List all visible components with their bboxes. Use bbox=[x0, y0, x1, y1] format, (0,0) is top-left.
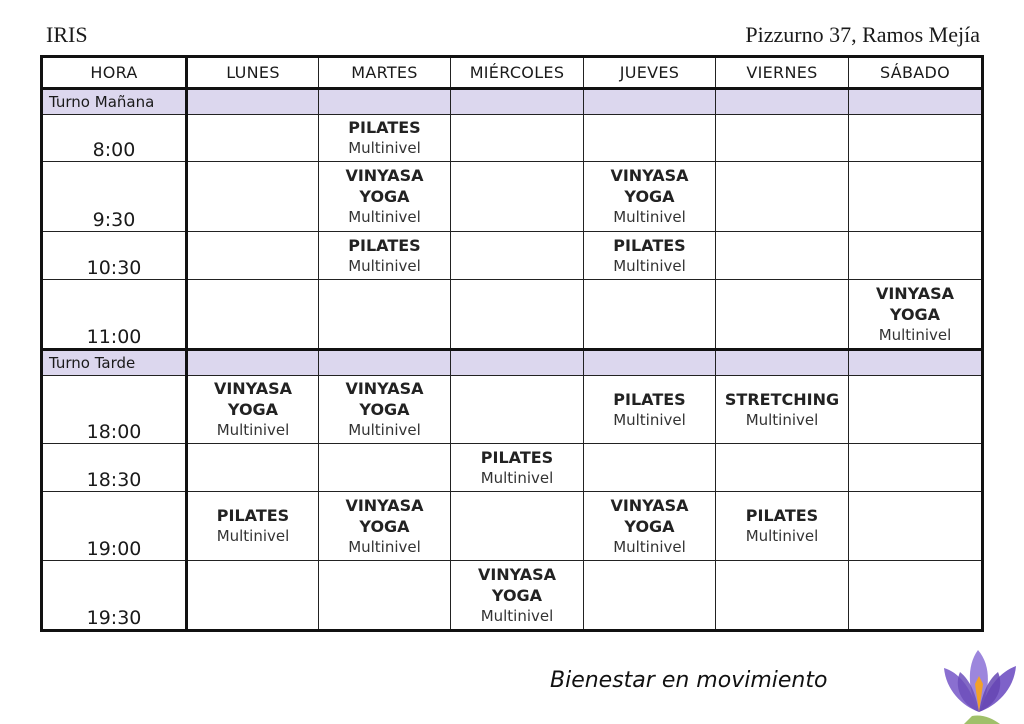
class-slot bbox=[716, 492, 849, 561]
class-name: YOGA bbox=[624, 516, 675, 536]
empty-slot bbox=[187, 444, 319, 492]
schedule-row bbox=[42, 280, 983, 350]
time-slot: 19:30 bbox=[42, 561, 187, 631]
class-name: YOGA bbox=[491, 585, 543, 605]
class-level: Multinivel bbox=[613, 537, 686, 556]
empty-slot bbox=[187, 561, 319, 631]
class-slot bbox=[187, 492, 319, 561]
empty-slot bbox=[451, 280, 584, 350]
time-slot: 18:30 bbox=[42, 444, 187, 492]
empty-slot bbox=[584, 444, 716, 492]
empty-slot bbox=[584, 115, 716, 162]
empty-slot bbox=[849, 376, 983, 444]
empty-slot bbox=[319, 280, 451, 350]
schedule-row bbox=[42, 115, 983, 162]
class-name: VINYASA bbox=[610, 166, 689, 185]
shift-band-row bbox=[42, 350, 983, 376]
shift-band-cell bbox=[319, 350, 451, 376]
class-level: Multinivel bbox=[348, 208, 421, 226]
class-name: STRETCHING bbox=[724, 389, 840, 409]
class-level: Multinivel bbox=[348, 256, 421, 275]
class-level: Multinivel bbox=[348, 537, 421, 556]
empty-slot bbox=[716, 444, 849, 492]
class-name: VINYASA bbox=[345, 379, 424, 398]
shift-band-cell bbox=[319, 89, 451, 115]
class-level: Multinivel bbox=[613, 208, 686, 226]
shift-band-cell bbox=[849, 89, 983, 115]
schedule-row bbox=[42, 376, 983, 444]
column-header-day: VIERNES bbox=[716, 57, 849, 89]
empty-slot bbox=[319, 561, 451, 631]
empty-slot bbox=[716, 280, 849, 350]
empty-slot bbox=[716, 561, 849, 631]
time-slot: 8:00 bbox=[42, 115, 187, 162]
empty-slot bbox=[187, 232, 319, 280]
schedule-row bbox=[42, 444, 983, 492]
empty-slot bbox=[849, 115, 983, 162]
empty-slot bbox=[187, 280, 319, 350]
empty-slot bbox=[584, 280, 716, 350]
tagline: Bienestar en movimiento bbox=[550, 668, 828, 693]
shift-band-cell bbox=[716, 350, 849, 376]
time-slot: 9:30 bbox=[42, 162, 187, 232]
class-level: Multinivel bbox=[878, 325, 952, 344]
shift-band-cell bbox=[187, 89, 319, 115]
class-level: Multinivel bbox=[745, 527, 819, 545]
class-name: PILATES bbox=[348, 235, 421, 255]
empty-slot bbox=[849, 232, 983, 280]
studio-address: Pizzurno 37, Ramos Mejía bbox=[745, 22, 980, 47]
empty-slot bbox=[319, 444, 451, 492]
class-level: Multinivel bbox=[745, 410, 819, 429]
class-slot bbox=[584, 492, 716, 561]
class-name: YOGA bbox=[359, 516, 410, 536]
class-level: Multinivel bbox=[613, 410, 686, 429]
empty-slot bbox=[451, 376, 584, 444]
empty-slot bbox=[451, 232, 584, 280]
class-level: Multinivel bbox=[348, 421, 421, 439]
schedule-row bbox=[42, 492, 983, 561]
class-level: Multinivel bbox=[613, 256, 686, 275]
class-slot bbox=[451, 561, 584, 631]
class-level: Multinivel bbox=[216, 421, 290, 439]
class-slot bbox=[584, 162, 716, 232]
shift-band-cell bbox=[451, 89, 584, 115]
class-slot bbox=[319, 376, 451, 444]
time-slot: 11:00 bbox=[42, 280, 187, 350]
shift-band-cell bbox=[451, 350, 584, 376]
empty-slot bbox=[849, 492, 983, 561]
schedule-row bbox=[42, 162, 983, 232]
class-name: VINYASA bbox=[345, 166, 424, 185]
shift-band-cell bbox=[849, 350, 983, 376]
empty-slot bbox=[716, 162, 849, 232]
empty-slot bbox=[451, 162, 584, 232]
column-header-day: JUEVES bbox=[584, 57, 716, 89]
class-level: Multinivel bbox=[480, 606, 554, 625]
empty-slot bbox=[187, 162, 319, 232]
column-header-hora: HORA bbox=[42, 57, 187, 89]
class-slot bbox=[319, 492, 451, 561]
empty-slot bbox=[716, 232, 849, 280]
time-slot: 18:00 bbox=[42, 376, 187, 444]
shift-label: Turno Mañana bbox=[42, 89, 187, 115]
shift-band-cell bbox=[584, 350, 716, 376]
class-name: PILATES bbox=[216, 506, 290, 525]
empty-slot bbox=[187, 115, 319, 162]
class-name: YOGA bbox=[359, 400, 410, 419]
shift-band-cell bbox=[187, 350, 319, 376]
class-name: VINYASA bbox=[345, 495, 424, 515]
class-name: PILATES bbox=[745, 506, 819, 525]
class-name: PILATES bbox=[348, 118, 421, 137]
class-name: PILATES bbox=[613, 235, 686, 255]
class-name: VINYASA bbox=[875, 283, 955, 303]
empty-slot bbox=[451, 492, 584, 561]
class-slot bbox=[849, 280, 983, 350]
shift-label: Turno Tarde bbox=[42, 350, 187, 376]
schedule-row bbox=[42, 561, 983, 631]
empty-slot bbox=[849, 162, 983, 232]
class-slot bbox=[319, 115, 451, 162]
class-slot bbox=[319, 162, 451, 232]
class-name: PILATES bbox=[613, 389, 686, 409]
shift-band-cell bbox=[584, 89, 716, 115]
class-name: PILATES bbox=[480, 447, 554, 467]
class-level: Multinivel bbox=[216, 527, 290, 545]
column-header-day: MIÉRCOLES bbox=[451, 57, 584, 89]
empty-slot bbox=[849, 444, 983, 492]
column-header-day: LUNES bbox=[187, 57, 319, 89]
empty-slot bbox=[451, 115, 584, 162]
empty-slot bbox=[716, 115, 849, 162]
class-level: Multinivel bbox=[348, 139, 421, 157]
brand-name: IRIS bbox=[46, 22, 88, 47]
class-slot bbox=[451, 444, 584, 492]
column-header-day: SÁBADO bbox=[849, 57, 983, 89]
class-name: VINYASA bbox=[477, 564, 557, 584]
column-header-day: MARTES bbox=[319, 57, 451, 89]
class-level: Multinivel bbox=[480, 468, 554, 487]
shift-band-row bbox=[42, 89, 983, 115]
time-slot: 19:00 bbox=[42, 492, 187, 561]
class-slot bbox=[319, 232, 451, 280]
class-slot bbox=[187, 376, 319, 444]
empty-slot bbox=[584, 561, 716, 631]
schedule-row bbox=[42, 232, 983, 280]
empty-slot bbox=[849, 561, 983, 631]
class-name: YOGA bbox=[227, 400, 279, 419]
crocus-flower-icon bbox=[934, 646, 1024, 724]
time-slot: 10:30 bbox=[42, 232, 187, 280]
class-name: YOGA bbox=[889, 304, 941, 324]
class-slot bbox=[584, 376, 716, 444]
class-name: VINYASA bbox=[213, 379, 293, 398]
class-slot bbox=[584, 232, 716, 280]
class-slot bbox=[716, 376, 849, 444]
class-name: YOGA bbox=[624, 187, 675, 206]
class-schedule-table bbox=[40, 55, 984, 632]
class-name: VINYASA bbox=[610, 495, 689, 515]
shift-band-cell bbox=[716, 89, 849, 115]
header-row bbox=[42, 57, 983, 89]
class-name: YOGA bbox=[359, 187, 410, 206]
